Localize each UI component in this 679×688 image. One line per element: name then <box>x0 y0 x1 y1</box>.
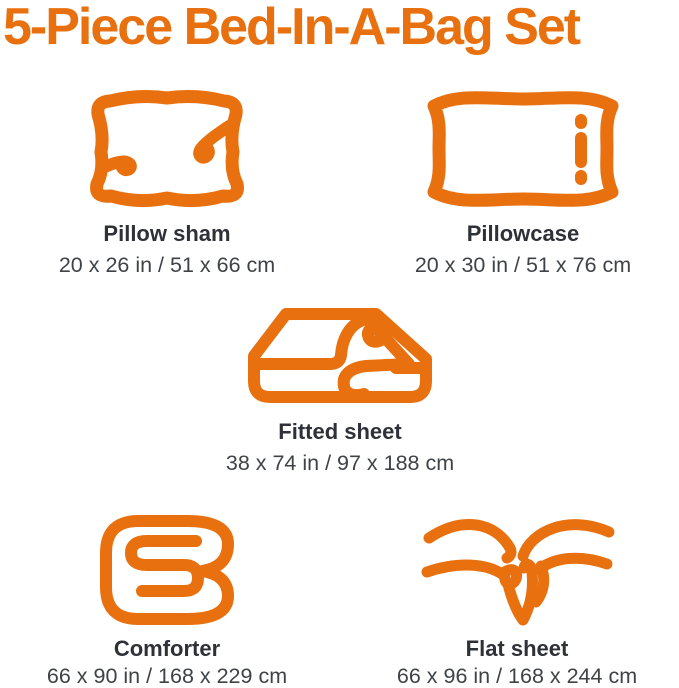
item-dimensions: 38 x 74 in / 97 x 188 cm <box>225 451 455 475</box>
item-flat-sheet <box>367 505 667 687</box>
item-comforter <box>17 505 317 687</box>
page-title: 5-Piece Bed-In-A-Bag Set <box>3 0 580 56</box>
item-name: Pillowcase <box>466 221 580 246</box>
item-pillow-sham <box>17 84 317 276</box>
pillowcase-icon <box>421 88 626 210</box>
item-name: Comforter <box>113 636 221 661</box>
item-name: Fitted sheet <box>278 419 402 444</box>
fitted-sheet-icon <box>246 306 434 406</box>
item-dimensions: 20 x 30 in / 51 x 76 cm <box>414 253 632 277</box>
pillow-sham-icon <box>76 88 258 210</box>
item-dimensions: 20 x 26 in / 51 x 66 cm <box>58 253 276 277</box>
item-fitted-sheet <box>190 302 490 474</box>
item-dimensions: 66 x 90 in / 168 x 229 cm <box>46 664 288 688</box>
flat-sheet-icon <box>417 508 617 632</box>
item-name: Flat sheet <box>465 636 569 661</box>
comforter-icon <box>92 507 242 633</box>
item-name: Pillow sham <box>103 221 231 246</box>
item-pillowcase <box>373 84 673 276</box>
item-dimensions: 66 x 96 in / 168 x 244 cm <box>396 664 638 688</box>
